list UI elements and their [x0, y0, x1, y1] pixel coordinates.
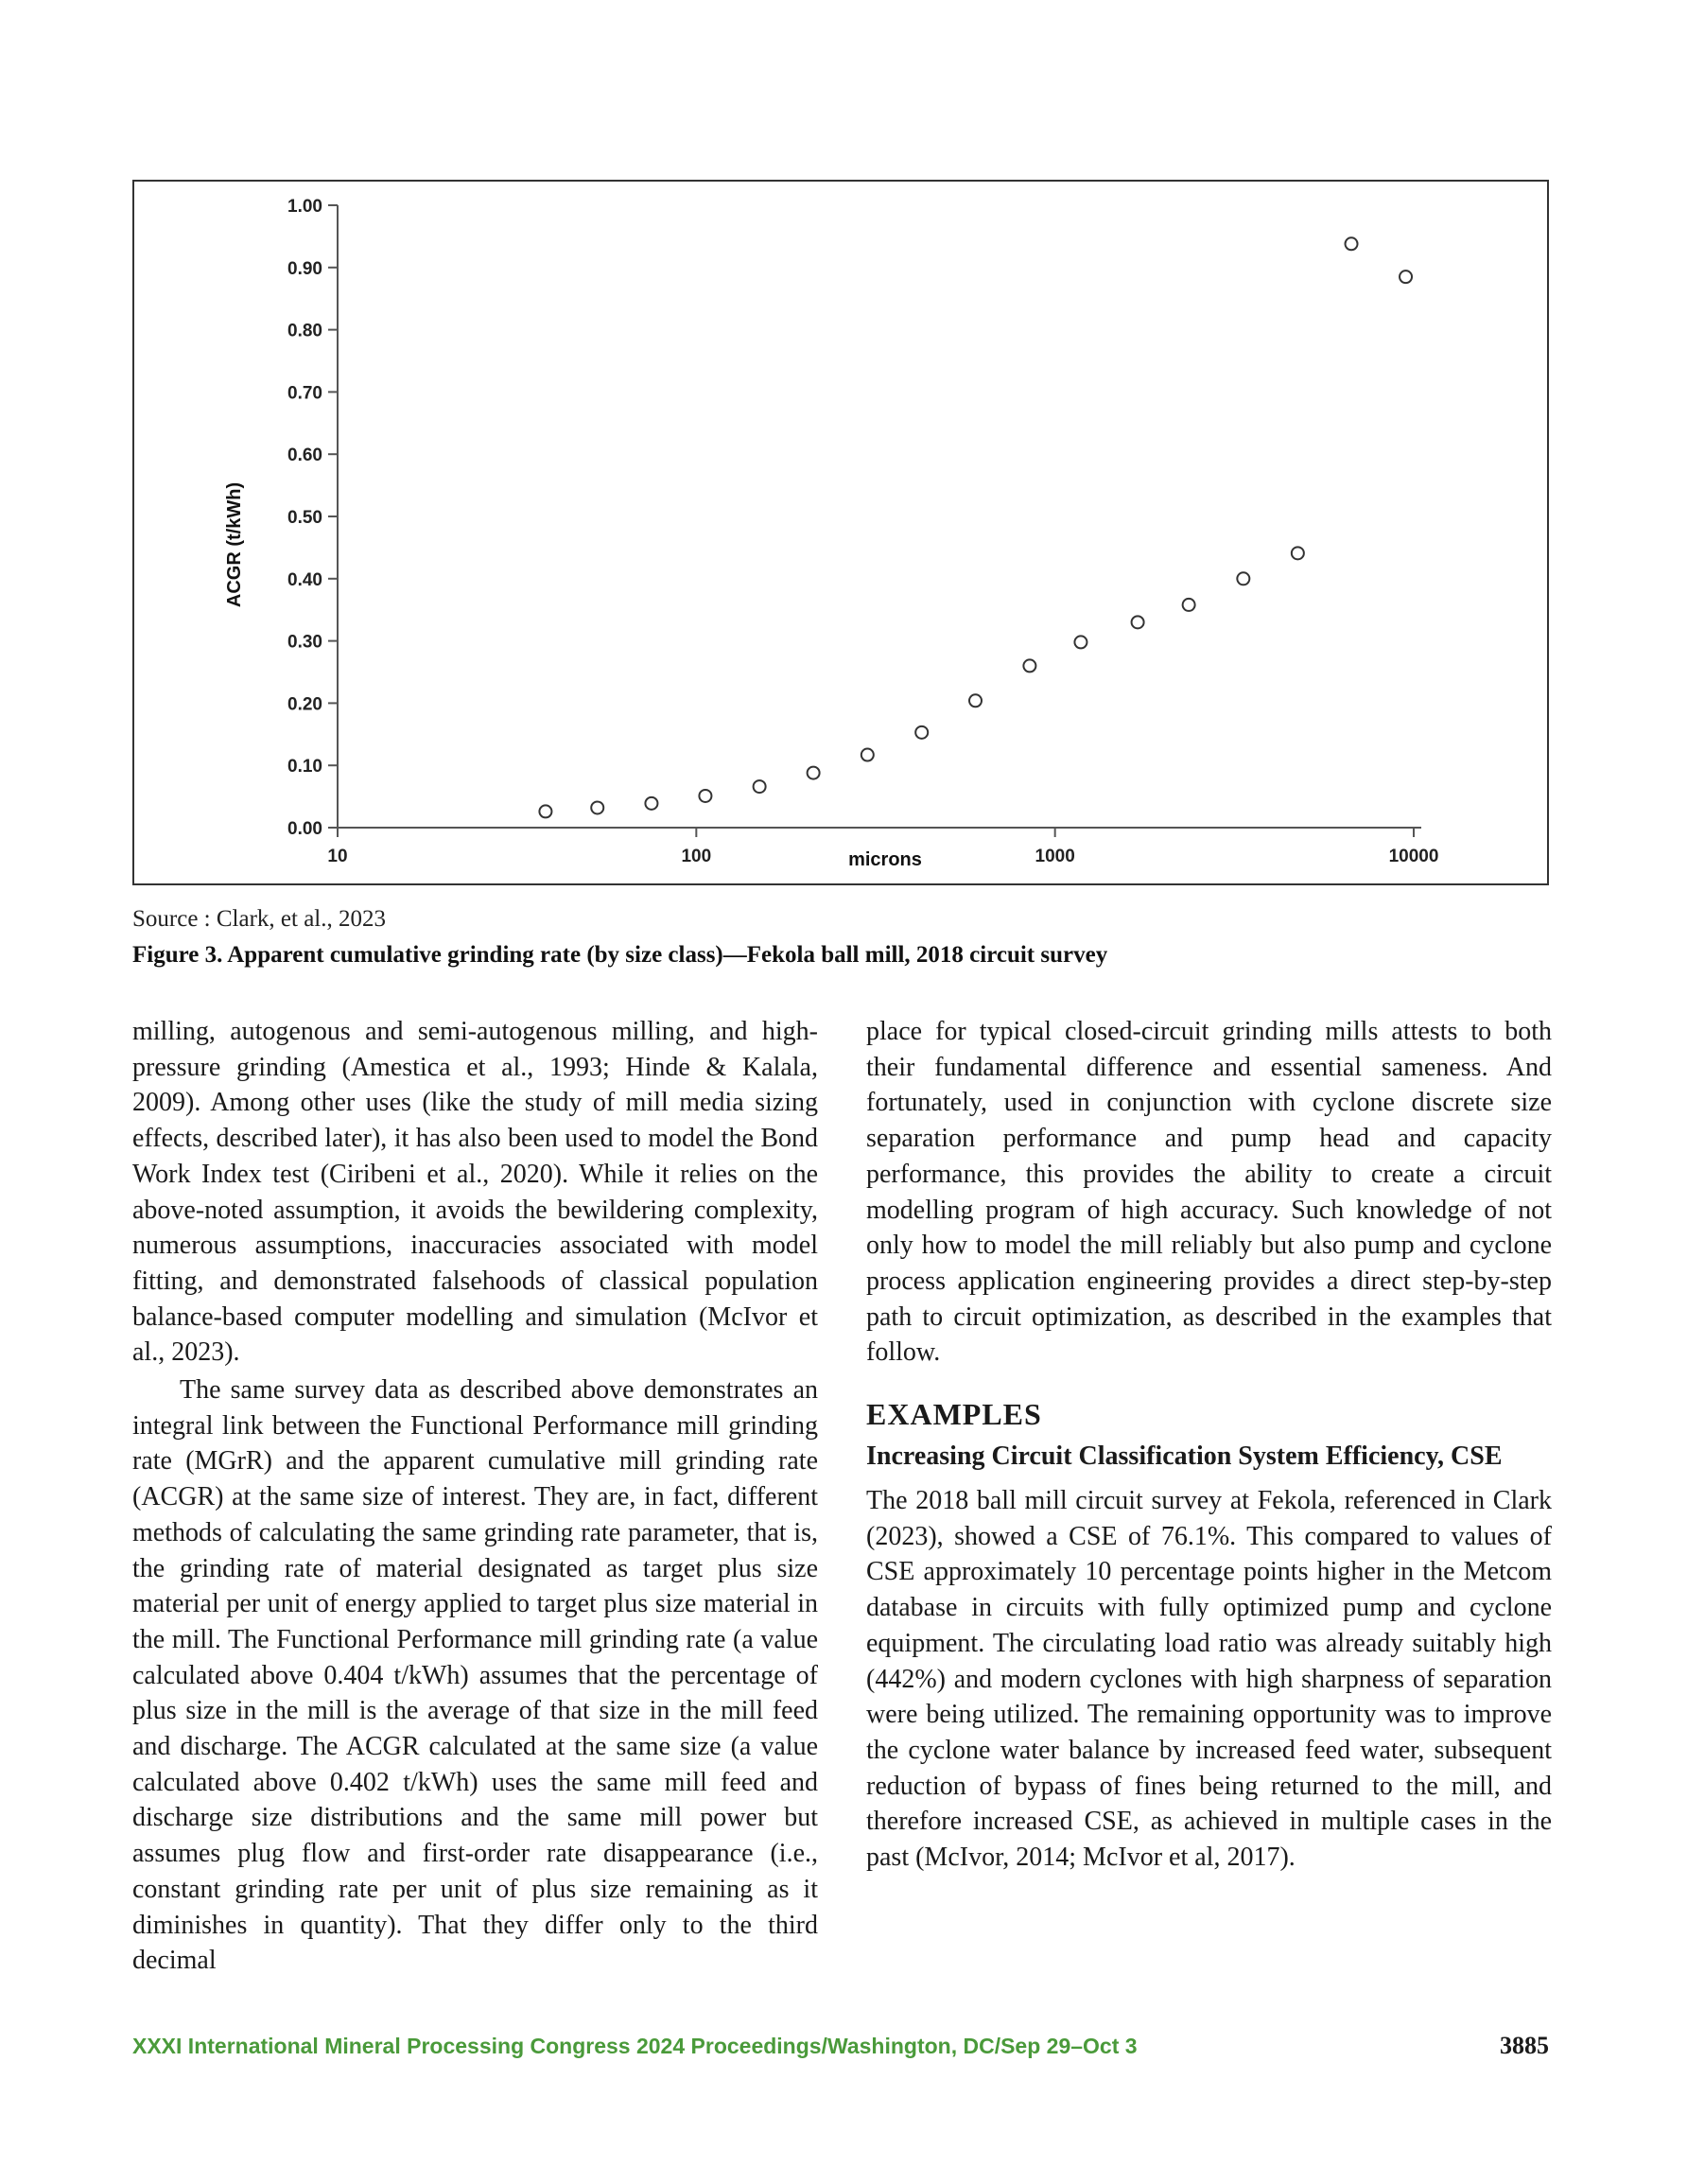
figure-frame — [132, 180, 1549, 885]
data-point — [1074, 636, 1087, 648]
figure-source: Source : Clark, et al., 2023 — [132, 906, 386, 932]
y-tick-label: 0.80 — [287, 321, 322, 341]
data-point — [1237, 572, 1249, 585]
y-tick-label: 0.20 — [287, 694, 322, 715]
data-point — [808, 767, 820, 779]
data-point — [1132, 616, 1144, 628]
x-tick-label: 10000 — [1388, 847, 1439, 866]
y-tick-label: 0.40 — [287, 569, 322, 590]
data-point — [645, 797, 657, 810]
x-tick-label: 1000 — [1035, 847, 1075, 866]
data-point — [1023, 659, 1035, 672]
page-number: 3885 — [1500, 2032, 1549, 2059]
data-point — [915, 726, 928, 739]
footer-conference: XXXI International Mineral Processing Congress 2024 Proceedings/Washington, DC/Sep 29–Oct 3 — [132, 2034, 1138, 2058]
left-paragraph-1: milling, autogenous and semi-autogenous milling, and high-pressure grinding (Amestica et al., 1993; Hinde & Kalala, 2009). Among other uses (like the study of mill media sizing effects, described later), it has also been used to model the Bond Work Index test (Ciribeni et al., 2020). While it relies on the above-noted assumption, it avoids the bewildering complexity, numerous assumptions, inaccuracies associated with model fitting, and demonstrated falsehoods of classical population balance-based computer modelling and simulation (McIvor et al., 2023). — [132, 1017, 818, 1368]
right-column — [866, 1014, 1552, 1876]
right-paragraph-2: The 2018 ball mill circuit survey at Fekola, referenced in Clark (2023), showed a CSE of 76.1%. This compared to values of CSE approximately 10 percentage points higher in the Metcom database in circuits with fully optimized pump and cyclone equipment. The circulating load ratio was already suitably high (442%) and modern cyclones with high sharpness of separation were being utilized. The remaining opportunity was to improve the cyclone water balance by increased feed water, subsequent reduction of bypass of fines being returned to the mill, and therefore increased CSE, as achieved in multiple cases in the past (McIvor, 2014; McIvor et al, 2017). — [866, 1486, 1552, 1873]
y-tick-label: 0.60 — [287, 446, 322, 466]
data-point — [699, 790, 711, 802]
acgr-scatter-chart — [134, 182, 1547, 883]
figure-caption: Figure 3. Apparent cumulative grinding rate (by size class)—Fekola ball mill, 2018 circuit survey — [132, 942, 1108, 968]
x-axis-title: microns — [848, 849, 922, 870]
y-tick-label: 1.00 — [287, 197, 322, 217]
left-paragraph-2: The same survey data as described above demonstrates an integral link between the Functional Performance mill grinding rate (MGrR) and the apparent cumulative mill grinding rate (ACGR) at the same size of interest. They are, in fact, different methods of calculating the same grinding rate parameter, that is, the grinding rate of material designated as target plus size material per unit of energy applied to target plus size material in the mill. The Functional Performance mill grinding rate (a value calculated above 0.404 t/kWh) assumes that the percentage of plus size in the mill is the average of that size in the mill feed and discharge. The ACGR calculated at the same size (a value calculated above 0.402 t/kWh) uses the same mill feed and discharge size distributions and the same mill power but assumes plug flow and first-order rate disappearance (i.e., constant grinding rate per unit of plus size remaining as it diminishes in quantity). That they differ only to the third decimal — [132, 1375, 818, 1976]
data-point — [539, 805, 551, 817]
y-tick-label: 0.50 — [287, 508, 322, 528]
section-heading: EXAMPLES — [866, 1397, 1042, 1432]
y-tick-label: 0.70 — [287, 383, 322, 404]
x-tick-label: 100 — [681, 847, 712, 866]
data-point — [754, 780, 766, 793]
data-point — [861, 749, 874, 761]
data-point — [591, 801, 603, 813]
data-point — [1292, 547, 1304, 559]
data-point — [1400, 271, 1412, 283]
x-tick-label: 10 — [327, 847, 348, 866]
data-point — [1346, 237, 1358, 250]
left-column — [132, 1014, 818, 1979]
subsection-heading: Increasing Circuit Classification System Efficiency, CSE — [866, 1441, 1503, 1472]
data-point — [1183, 599, 1195, 611]
y-tick-label: 0.00 — [287, 819, 322, 839]
data-point — [969, 694, 982, 707]
right-paragraph-1: place for typical closed-circuit grinding mills attests to both their fundamental difference and essential sameness. And fortunately, used in conjunction with cyclone discrete size separation performance and pump head and capacity performance, this provides the ability to create a circuit modelling program of high accuracy. Such knowledge of not only how to model the mill reliably but also pump and cyclone process application engineering provides a direct step-by-step path to circuit optimization, as described in the examples that follow. — [866, 1017, 1552, 1368]
y-axis-title: ACGR (t/kWh) — [224, 481, 245, 608]
y-tick-label: 0.10 — [287, 757, 322, 778]
y-tick-label: 0.90 — [287, 258, 322, 279]
y-tick-label: 0.30 — [287, 632, 322, 653]
